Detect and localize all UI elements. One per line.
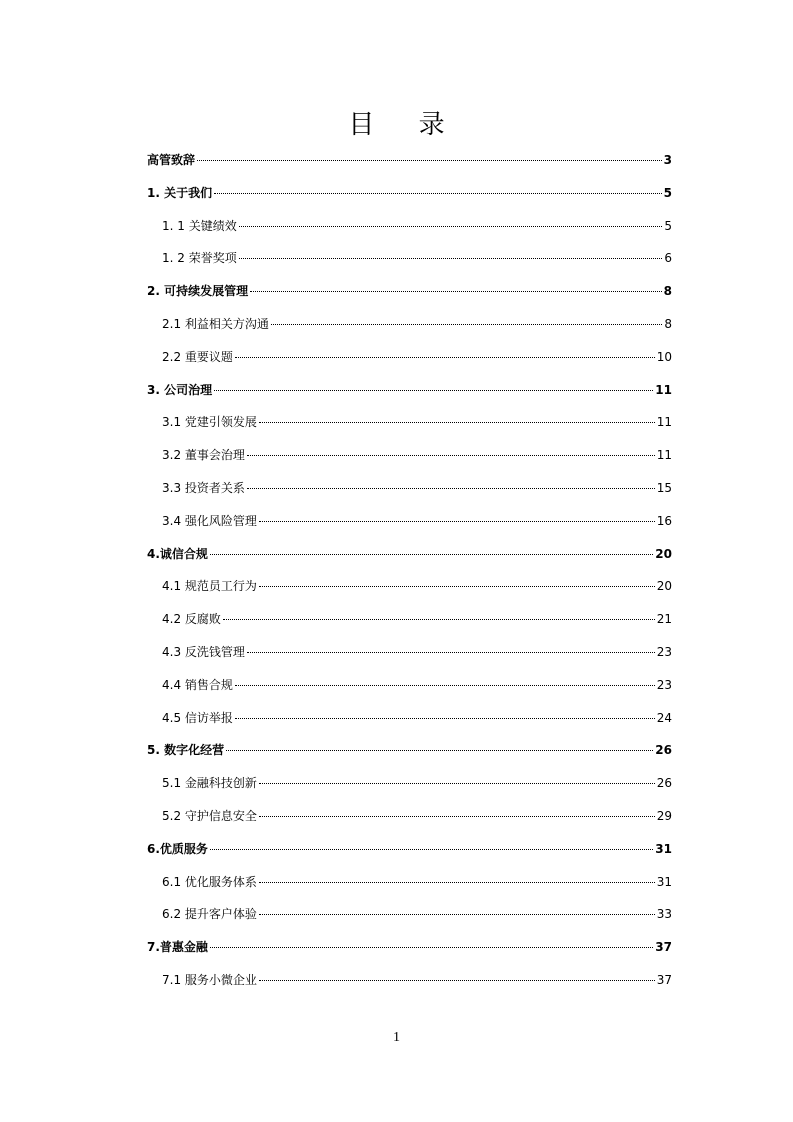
toc-entry-page: 37 — [656, 973, 672, 987]
toc-leader-dots — [235, 357, 655, 358]
toc-entry[interactable] — [162, 348, 672, 366]
toc-leader-dots — [247, 488, 655, 489]
toc-entry-page: 33 — [656, 907, 672, 922]
toc-entry[interactable] — [147, 151, 672, 169]
toc-entry-label: 2. 可持续发展管理 — [147, 284, 249, 299]
toc-entry-label: 1. 2 荣誉奖项 — [162, 251, 237, 266]
toc-leader-dots — [259, 586, 655, 587]
toc-leader-dots — [271, 324, 662, 325]
toc-leader-dots — [247, 652, 655, 653]
toc-entry-label: 4.3 反洗钱管理 — [162, 645, 245, 659]
toc-entry[interactable] — [162, 774, 672, 792]
toc-entry-page: 11 — [655, 382, 672, 397]
toc-entry-page: 15 — [656, 481, 672, 495]
toc-entry[interactable] — [147, 545, 672, 563]
toc-leader-dots — [210, 554, 653, 555]
toc-entry-page: 10 — [656, 349, 672, 364]
toc-entry-label: 2.1 利益相关方沟通 — [162, 317, 269, 331]
toc-entry-page: 26 — [655, 743, 672, 758]
toc-entry-label: 4.1 规范员工行为 — [162, 579, 257, 594]
toc-entry[interactable] — [147, 840, 672, 858]
toc-entry-label: 5.1 金融科技创新 — [162, 776, 257, 791]
toc-entry[interactable] — [162, 249, 672, 267]
toc-entry[interactable] — [162, 610, 672, 628]
toc-entry-label: 5. 数字化经营 — [147, 743, 225, 758]
toc-entry-label: 4.2 反腐败 — [162, 612, 221, 627]
toc-leader-dots — [210, 947, 653, 948]
toc-entry[interactable] — [147, 938, 672, 956]
toc-entry-label: 4.4 销售合规 — [162, 677, 233, 692]
toc-entry[interactable] — [147, 381, 672, 399]
toc-leader-dots — [239, 258, 663, 259]
toc-entry-label: 7.1 服务小微企业 — [162, 973, 257, 987]
toc-entry[interactable] — [162, 315, 672, 333]
toc-entry-page: 6 — [664, 251, 672, 266]
toc-entry-page: 26 — [656, 776, 672, 791]
toc-entry-page: 23 — [656, 645, 672, 659]
toc-entry-label: 3. 公司治理 — [147, 382, 213, 397]
toc-leader-dots — [226, 750, 653, 751]
toc-entry-label: 2.2 重要议题 — [162, 349, 233, 364]
toc-entry[interactable] — [162, 479, 672, 497]
toc-entry-page: 24 — [656, 710, 672, 725]
toc-entry-label: 5.2 守护信息安全 — [162, 809, 257, 823]
toc-entry-label: 3.3 投资者关系 — [162, 481, 245, 495]
toc-leader-dots — [259, 882, 655, 883]
toc-entry-page: 3 — [663, 153, 672, 167]
toc-entry[interactable] — [147, 741, 672, 759]
toc-entry-page: 31 — [656, 874, 672, 889]
toc-entry[interactable] — [162, 807, 672, 825]
toc-entry-label: 6.2 提升客户体验 — [162, 907, 257, 922]
toc-leader-dots — [250, 291, 662, 292]
toc-entry-label: 1. 关于我们 — [147, 185, 213, 200]
toc-entry[interactable] — [162, 413, 672, 431]
toc-leader-dots — [259, 816, 655, 817]
toc-entry-label: 4.诚信合规 — [147, 546, 208, 561]
toc-leader-dots — [197, 160, 662, 161]
toc-entry-page: 16 — [656, 513, 672, 528]
toc-entry-page: 31 — [655, 841, 672, 856]
toc-entry-page: 5 — [663, 185, 672, 200]
toc-entry-page: 11 — [656, 448, 672, 463]
toc-entry-page: 8 — [664, 317, 672, 331]
toc-leader-dots — [235, 718, 655, 719]
toc-leader-dots — [259, 783, 655, 784]
toc-entry[interactable] — [162, 676, 672, 694]
toc-leader-dots — [259, 422, 655, 423]
toc-leader-dots — [235, 685, 655, 686]
toc-entry[interactable] — [162, 873, 672, 891]
toc-leader-dots — [223, 619, 655, 620]
toc-entry[interactable] — [162, 643, 672, 661]
toc-entry-page: 8 — [663, 284, 672, 299]
toc-entry-page: 37 — [655, 940, 672, 955]
toc-entry-label: 3.4 强化风险管理 — [162, 513, 257, 528]
toc-entry[interactable] — [147, 282, 672, 300]
toc-entry[interactable] — [162, 217, 672, 235]
toc-entry-label: 4.5 信访举报 — [162, 710, 233, 725]
toc-entry-page: 20 — [656, 579, 672, 594]
toc-entry-page: 29 — [656, 809, 672, 823]
toc-entry[interactable] — [162, 446, 672, 464]
toc-entry[interactable] — [162, 971, 672, 989]
toc-entry-page: 21 — [656, 612, 672, 627]
toc-entry[interactable] — [162, 577, 672, 595]
toc-entry[interactable] — [162, 905, 672, 923]
toc-entry-label: 3.1 党建引领发展 — [162, 415, 257, 430]
toc-leader-dots — [210, 849, 653, 850]
toc-entry-page: 11 — [656, 415, 672, 430]
toc-leader-dots — [247, 455, 655, 456]
toc-leader-dots — [259, 521, 655, 522]
toc-entry-label: 3.2 董事会治理 — [162, 448, 245, 463]
toc-leader-dots — [214, 390, 653, 391]
toc-entry-page: 5 — [664, 218, 672, 233]
toc-entry-label: 6.1 优化服务体系 — [162, 874, 257, 889]
page-number: 1 — [393, 1030, 400, 1045]
table-of-contents — [0, 143, 793, 1003]
toc-entry[interactable] — [162, 709, 672, 727]
toc-entry-label: 6.优质服务 — [147, 841, 208, 856]
toc-leader-dots — [239, 226, 663, 227]
toc-leader-dots — [259, 980, 655, 981]
toc-entry-label: 高管致辞 — [147, 153, 196, 167]
toc-leader-dots — [259, 914, 655, 915]
page-title: 目 录 — [348, 110, 463, 140]
toc-leader-dots — [214, 193, 662, 194]
toc-entry[interactable] — [162, 512, 672, 530]
toc-entry[interactable] — [147, 184, 672, 202]
toc-entry-label: 7.普惠金融 — [147, 940, 208, 955]
toc-entry-page: 20 — [655, 546, 672, 561]
toc-entry-page: 23 — [656, 677, 672, 692]
toc-entry-label: 1. 1 关键绩效 — [162, 218, 237, 233]
